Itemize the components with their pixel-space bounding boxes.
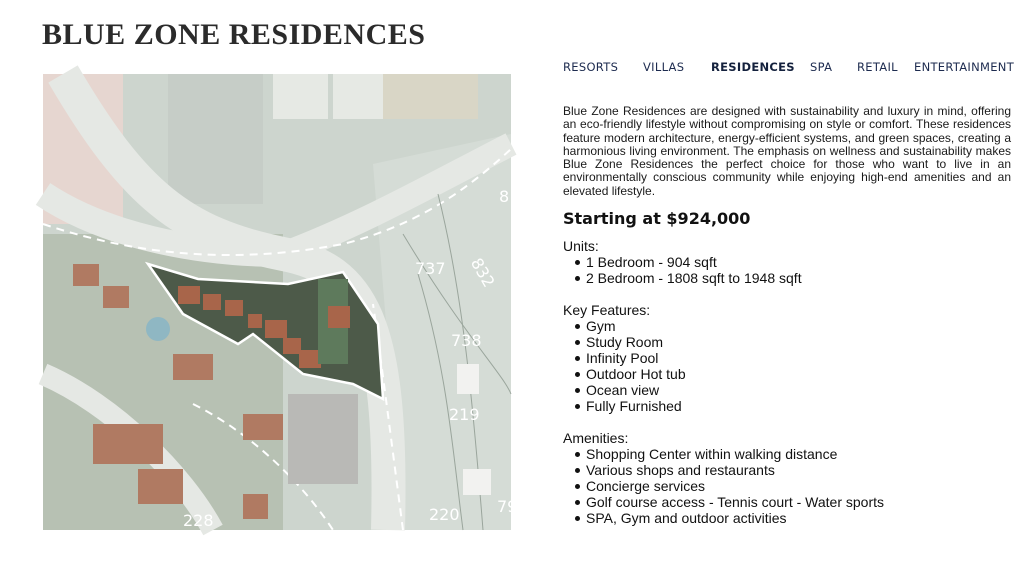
nav-item-retail[interactable]: RETAIL (857, 60, 898, 74)
list-item: Golf course access - Tennis court - Water sports (563, 494, 1011, 510)
nav-item-residences[interactable]: RESIDENCES (711, 60, 795, 74)
plot-label-79: 79 (497, 497, 518, 516)
amenities-list (563, 446, 1011, 526)
plot-label-738: 738 (451, 331, 482, 350)
list-item: 1 Bedroom - 904 sqft (563, 254, 1011, 270)
description-text: Blue Zone Residences are designed with sustainability and luxury in mind, offering an eco-friendly lifestyle without compromising on style or comfort. These residences feature modern architecture, energy-efficient systems, and green spaces, creating a harmonious living environment. The emphasis on wellness and sustainability makes Blue Zone Residences the perfect choice for those who want to live in an environmentally conscious community while enjoying high-end amenities and an elevated lifestyle. (563, 104, 1011, 198)
plot-label-228: 228 (183, 511, 214, 530)
plot-label-8: 8 (499, 187, 510, 206)
nav-item-villas[interactable]: VILLAS (643, 60, 685, 74)
amenities-section (563, 430, 1011, 526)
site-plan-svg (43, 74, 518, 530)
amenities-heading: Amenities: (563, 430, 629, 447)
list-item: SPA, Gym and outdoor activities (563, 510, 1011, 526)
units-heading: Units: (563, 238, 599, 255)
nav-item-resorts[interactable]: RESORTS (563, 60, 619, 74)
plot-label-220: 220 (429, 505, 460, 524)
units-list (563, 254, 1011, 286)
nav-item-spa[interactable]: SPA (810, 60, 833, 74)
list-item: Outdoor Hot tub (563, 366, 1011, 382)
nav-item-entertainment[interactable]: ENTERTAINMENT (914, 60, 1015, 74)
list-item: Various shops and restaurants (563, 462, 1011, 478)
list-item: Ocean view (563, 382, 1011, 398)
content-panel (563, 105, 1011, 526)
list-item: Concierge services (563, 478, 1011, 494)
list-item: Gym (563, 318, 1011, 334)
units-section (563, 238, 1011, 286)
features-section (563, 302, 1011, 414)
features-heading: Key Features: (563, 302, 651, 319)
site-plan-map (43, 74, 518, 530)
plot-label-219: 219 (449, 405, 480, 424)
plot-label-737: 737 (415, 259, 446, 278)
list-item: Shopping Center within walking distance (563, 446, 1011, 462)
page-title: BLUE ZONE RESIDENCES (42, 18, 426, 51)
main-nav (563, 60, 1015, 76)
plot-label-832: 832 (466, 254, 499, 291)
list-item: 2 Bedroom - 1808 sqft to 1948 sqft (563, 270, 1011, 286)
features-list (563, 318, 1011, 414)
list-item: Study Room (563, 334, 1011, 350)
list-item: Infinity Pool (563, 350, 1011, 366)
list-item: Fully Furnished (563, 398, 1011, 414)
starting-price: Starting at $924,000 (563, 209, 751, 229)
